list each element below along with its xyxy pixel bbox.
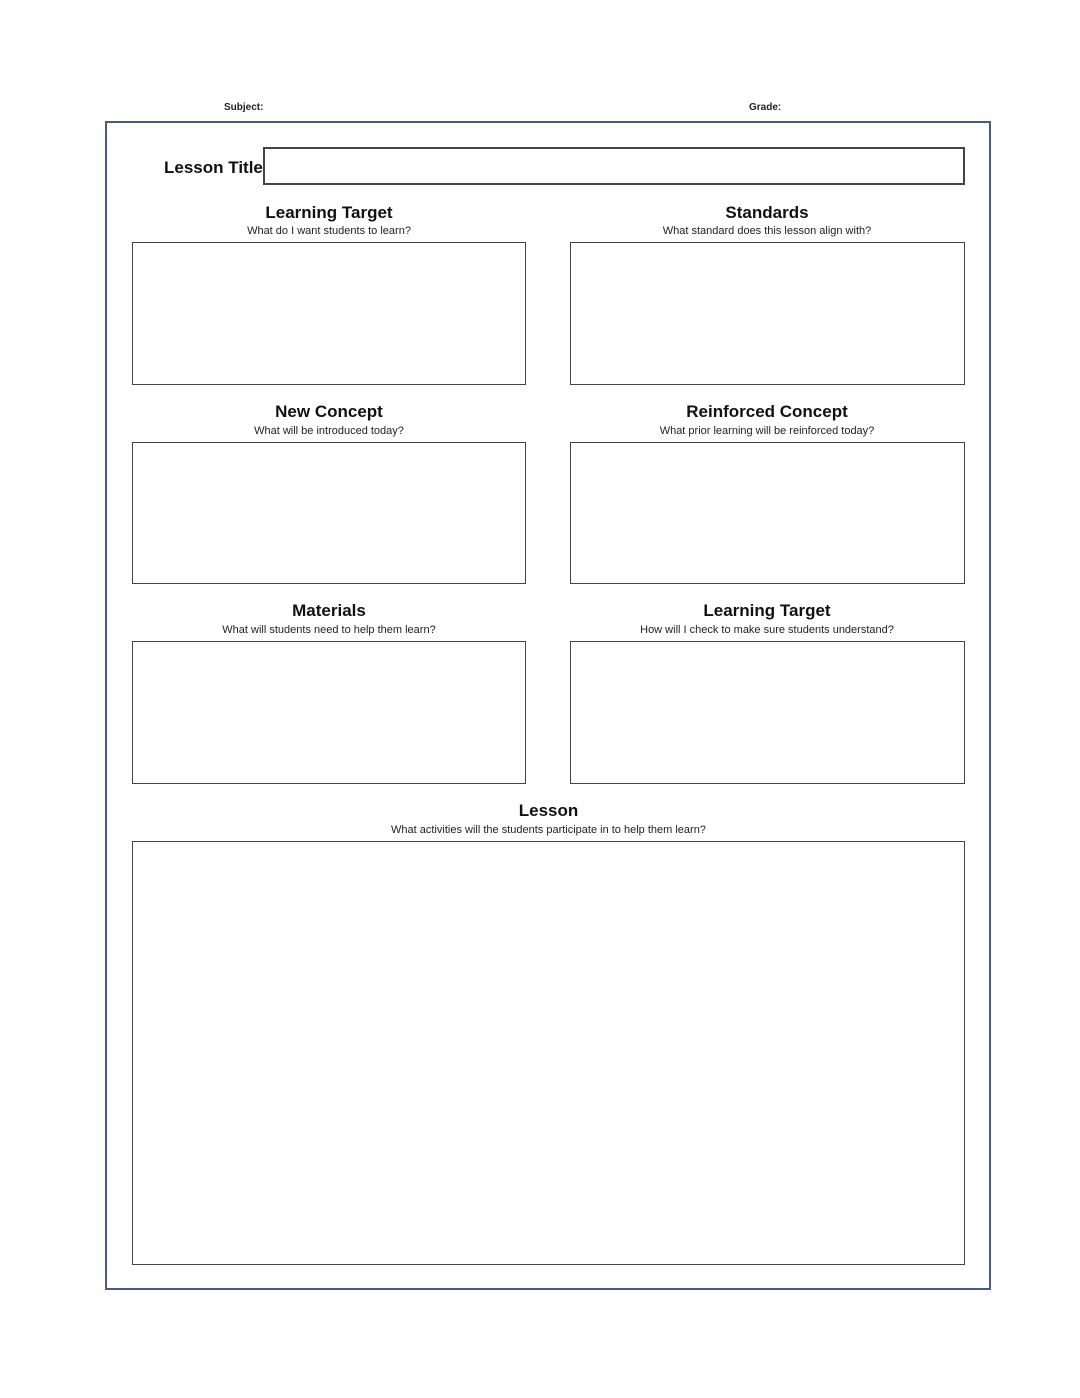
new-concept-heading: New Concept (275, 402, 383, 421)
check-target-prompt: How will I check to make sure students understand? (640, 624, 894, 636)
standards-box[interactable] (570, 242, 965, 385)
check-target-box[interactable] (570, 641, 965, 784)
materials-heading: Materials (292, 601, 366, 620)
learning-target-heading: Learning Target (265, 203, 393, 222)
materials-prompt: What will students need to help them learn? (222, 624, 436, 636)
reinforced-concept-heading: Reinforced Concept (686, 402, 848, 421)
check-target-heading: Learning Target (703, 601, 831, 620)
standards-heading: Standards (725, 203, 809, 222)
subject-label: Subject: (224, 102, 264, 113)
lesson-prompt: What activities will the students participate in to help them learn? (391, 824, 706, 836)
lesson-title-field[interactable] (263, 147, 965, 185)
new-concept-prompt: What will be introduced today? (254, 425, 404, 437)
lesson-box[interactable] (132, 841, 965, 1265)
reinforced-concept-prompt: What prior learning will be reinforced today? (659, 425, 875, 437)
reinforced-concept-box[interactable] (570, 442, 965, 584)
learning-target-box[interactable] (132, 242, 526, 385)
grade-label: Grade: (749, 102, 782, 113)
learning-target-prompt: What do I want students to learn? (247, 225, 411, 237)
lesson-title-label: Lesson Title (164, 158, 263, 177)
standards-prompt: What standard does this lesson align with? (662, 225, 872, 237)
materials-box[interactable] (132, 641, 526, 784)
lesson-heading: Lesson (518, 801, 579, 820)
new-concept-box[interactable] (132, 442, 526, 584)
